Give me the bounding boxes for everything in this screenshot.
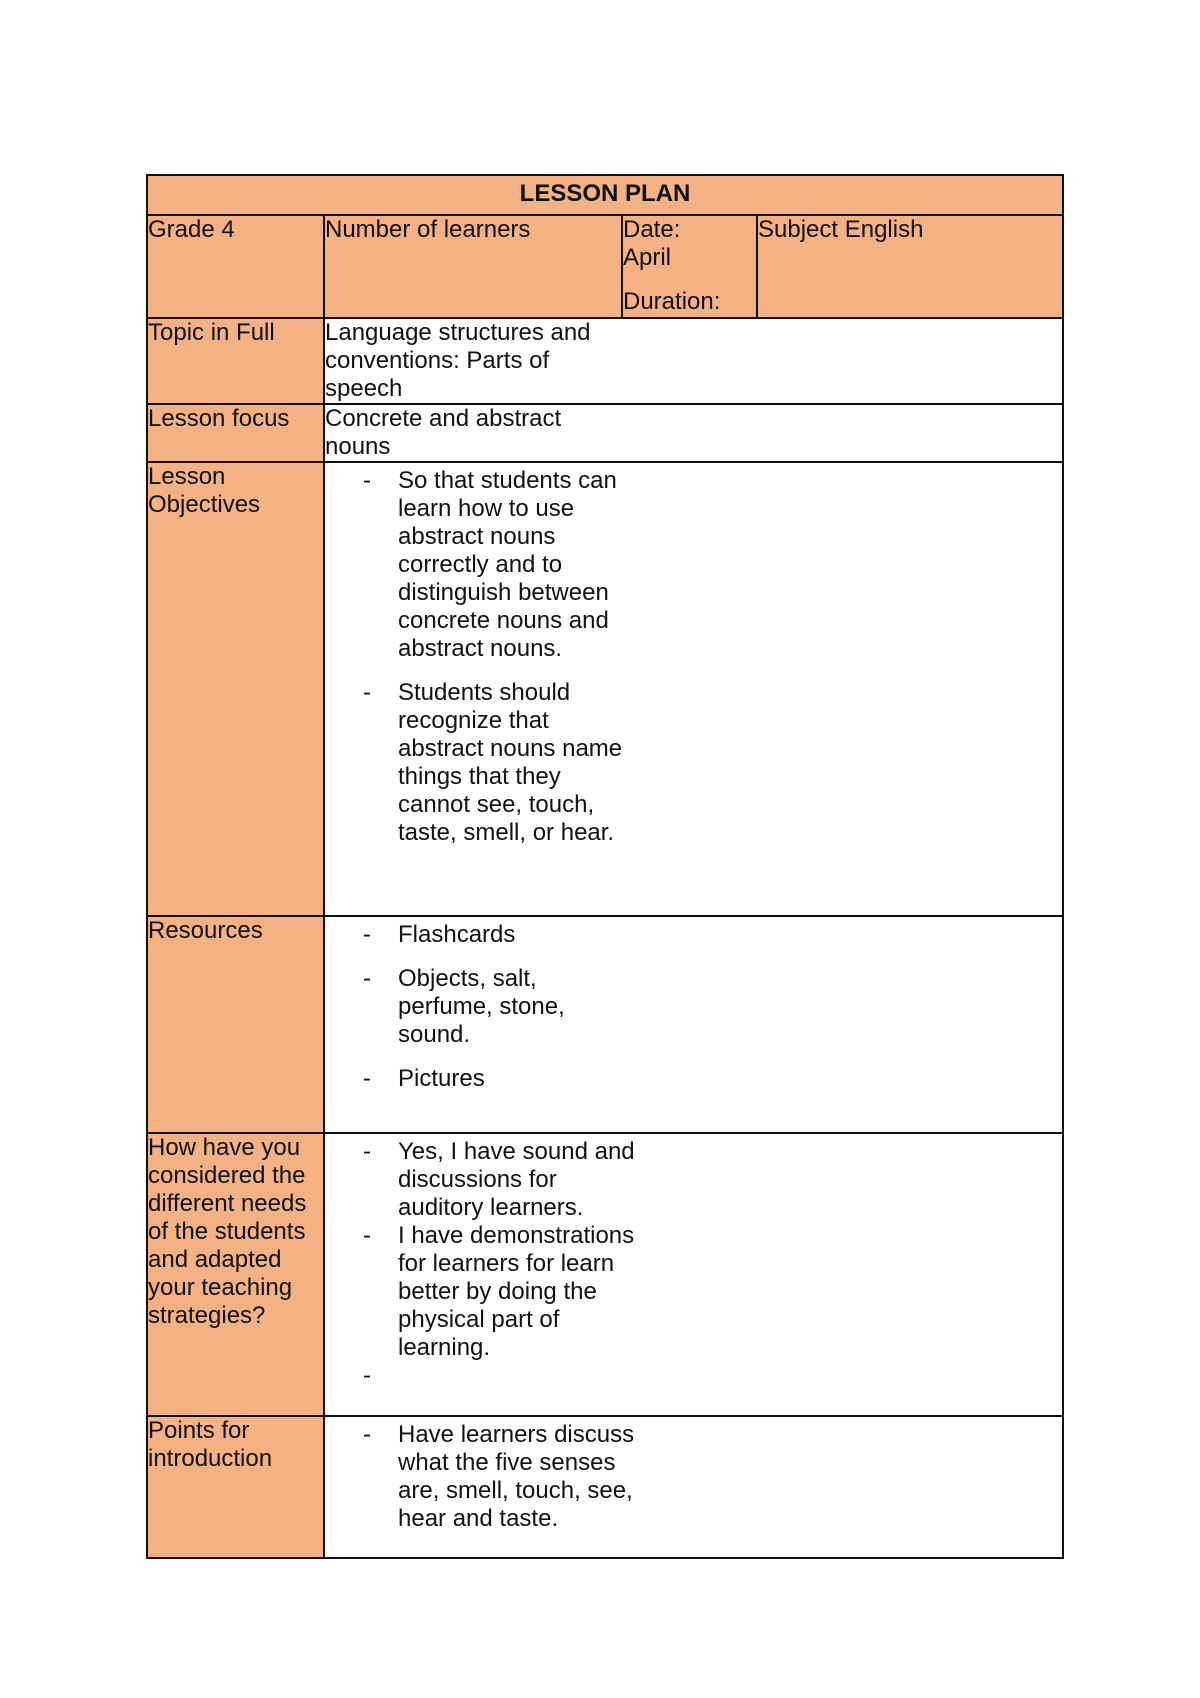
needs-cell: [324, 1133, 1063, 1416]
objectives-cell: [324, 462, 1063, 916]
date-label: Date:: [623, 216, 681, 243]
list-item: - Yes, I have sound and discussions for auditory learners.: [325, 1138, 635, 1222]
needs-list: [325, 1134, 635, 1390]
lesson-plan-table: [146, 174, 1064, 1559]
resources-row: [147, 916, 1063, 1133]
needs-row: [147, 1133, 1063, 1416]
list-item: - Flashcards: [325, 921, 635, 949]
list-item: - I have demonstrations for learners for learn better by doing the physical part of learning.: [325, 1222, 635, 1362]
header-row: [147, 215, 1063, 318]
list-item: - So that students can learn how to use abstract nouns correctly and to distinguish between concrete nouns and abstract nouns.: [325, 467, 635, 663]
lesson-plan-title: LESSON PLAN: [147, 175, 1063, 215]
date-value: April: [623, 244, 672, 271]
learners-cell: Number of learners: [324, 215, 622, 318]
list-item: [325, 1362, 635, 1390]
title-row: [147, 175, 1063, 215]
topic-value: Language structures and conventions: Parts of speech: [325, 319, 591, 402]
list-item: - Have learners discuss what the five senses are, smell, touch, see, hear and taste.: [325, 1421, 635, 1533]
objectives-row: [147, 462, 1063, 916]
introduction-label: [147, 1416, 324, 1558]
grade-cell: Grade 4: [147, 215, 324, 318]
lesson-plan-sheet: [146, 174, 1062, 1559]
introduction-list: [325, 1417, 635, 1533]
introduction-row: [147, 1416, 1063, 1558]
topic-row: [147, 318, 1063, 404]
subject-cell: Subject English: [757, 215, 1063, 318]
list-item: - Students should recognize that abstract nouns name things that they cannot see, touch, taste, smell, or hear.: [325, 679, 635, 847]
introduction-cell: [324, 1416, 1063, 1558]
focus-label: Lesson focus: [147, 404, 324, 462]
date-duration-cell: [622, 215, 757, 318]
introduction-label-text: Points for introduction: [148, 1417, 273, 1472]
resources-cell: [324, 916, 1063, 1133]
objectives-list: [325, 463, 635, 847]
objectives-label: [147, 462, 324, 916]
focus-row: [147, 404, 1063, 462]
focus-value-cell: [324, 404, 1063, 462]
resources-label: Resources: [147, 916, 324, 1133]
needs-label: How have you considered the different needs of the students and adapted your teaching strategies?: [147, 1133, 324, 1416]
resources-list: [325, 917, 635, 1093]
list-item: - Pictures: [325, 1065, 635, 1093]
topic-label: Topic in Full: [147, 318, 324, 404]
list-item: - Objects, salt, perfume, stone, sound.: [325, 965, 635, 1049]
focus-value: Concrete and abstract nouns: [325, 405, 562, 460]
topic-value-cell: [324, 318, 1063, 404]
objectives-label-text: Lesson Objectives: [148, 463, 261, 518]
duration-label: Duration:: [623, 288, 721, 315]
